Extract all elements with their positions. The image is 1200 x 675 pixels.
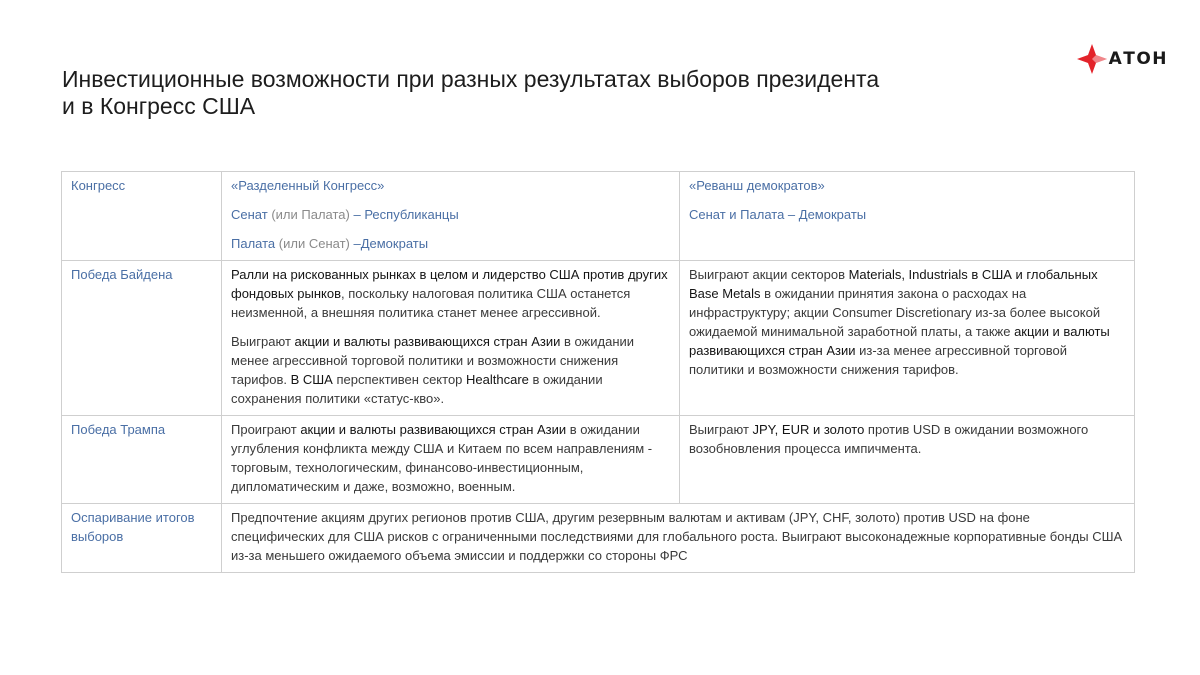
table-row-contest: [62, 504, 1135, 573]
row-label-biden: Победа Байдена: [62, 261, 222, 416]
table-row-trump: [62, 416, 1135, 504]
page-title-line-2: и в Конгресс США: [62, 93, 256, 119]
trump-democrats-paragraph: Выиграют JPY, EUR и золото против USD в ожидании возможного возобновления процесса импичмента.: [689, 422, 1089, 456]
scenario-table: [61, 171, 1135, 573]
cell-biden-democrats: [680, 261, 1135, 416]
company-logo: [1077, 44, 1168, 74]
cell-split-congress: [222, 172, 680, 261]
cell-contest: Предпочтение акциям других регионов против США, другим резервным валютам и активам (JPY, CHF, золото) против USD на фоне специфических для США рисков с ограниченными последствиями для глобального роста. Выиграют высоконадежные корпоративные бонды США из-за меньшего ожидаемого объема эмиссии и поддержки со стороны ФРС: [222, 504, 1135, 573]
cell-trump-split: [222, 416, 680, 504]
democrat-revenge-title: «Реванш демократов»: [689, 178, 825, 193]
row-label-trump: Победа Трампа: [62, 416, 222, 504]
row-label-congress: Конгресс: [62, 172, 222, 261]
cell-democrat-revenge: [680, 172, 1135, 261]
biden-democrats-paragraph: Выиграют акции секторов Materials, Industrials в США и глобальных Base Metals в ожидании принятия закона о расходах на инфраструктуру; акции Consumer Discretionary из-за более высокой ожидаемой минимальной заработной платы, а также акции и валюты развивающихся стран Азии из-за менее агрессивной торговой политики и возможности снижения тарифов.: [689, 267, 1110, 377]
page-title-line-1: Инвестиционные возможности при разных результатах выборов президента: [62, 66, 880, 92]
split-congress-senate: Сенат (или Палата) – Республиканцы: [231, 207, 459, 222]
split-congress-house: Палата (или Сенат) –Демократы: [231, 236, 429, 251]
trump-split-paragraph: Проиграют акции и валюты развивающихся стран Азии в ожидании углубления конфликта между США и Китаем по всем направлениям - торговым, технологическим, финансово-инвестиционным, дипломатическим и даже, возможно, военным.: [231, 422, 653, 494]
aton-logo-icon: [1077, 44, 1107, 74]
page-title: [62, 66, 879, 120]
cell-trump-democrats: [680, 416, 1135, 504]
split-congress-title: «Разделенный Конгресс»: [231, 178, 385, 193]
table-row-congress: [62, 172, 1135, 261]
logo-text: АТОН: [1108, 49, 1168, 69]
biden-split-paragraph-2: Выиграют акции и валюты развивающихся стран Азии в ожидании менее агрессивной торговой политики и возможности снижения тарифов. В США перспективен сектор Healthcare в ожидании сохранения политики «статус-кво».: [231, 334, 635, 406]
democrat-revenge-line: Сенат и Палата – Демократы: [689, 207, 867, 222]
row-label-contest: Оспаривание итогов выборов: [62, 504, 222, 573]
biden-split-paragraph-1: Ралли на рискованных рынках в целом и лидерство США против других фондовых рынков, поскольку налоговая политика США останется неизменной, а внешняя политика станет менее агрессивной.: [231, 267, 668, 320]
table-row-biden: [62, 261, 1135, 416]
cell-biden-split: [222, 261, 680, 416]
